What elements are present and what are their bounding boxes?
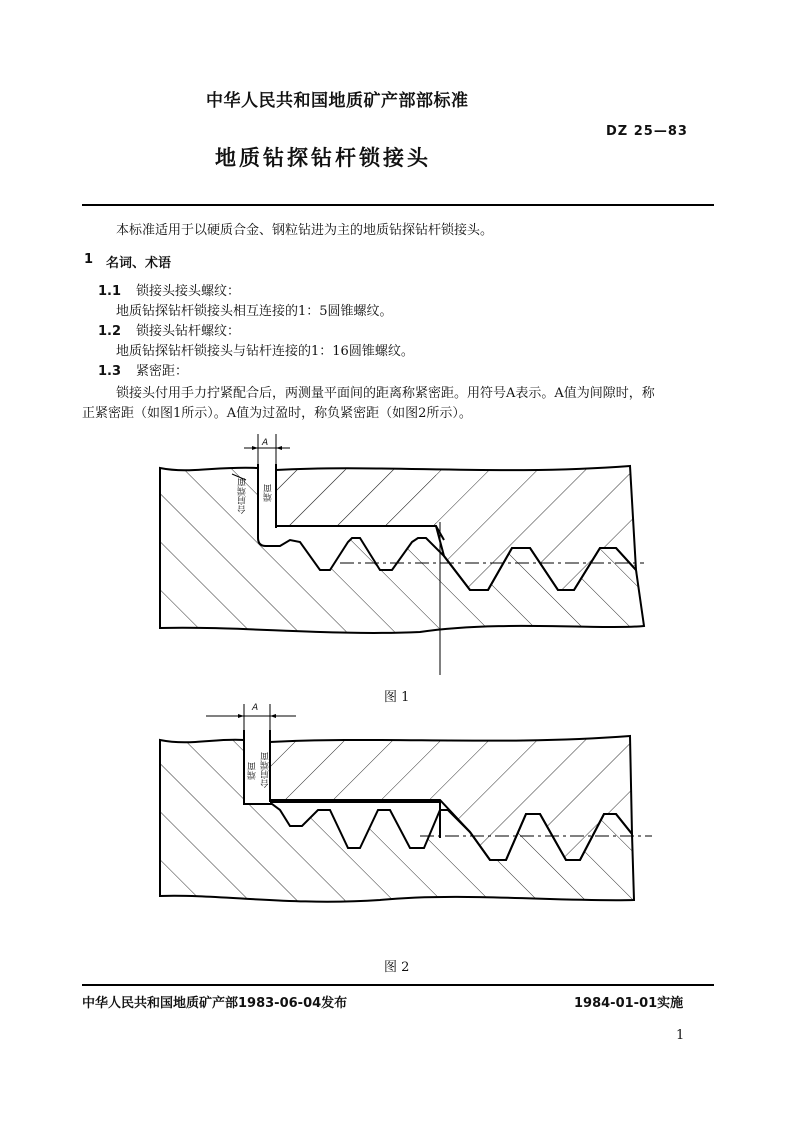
figure-1-label-end: 端面 — [264, 484, 274, 502]
section-1-2-number: 1.2 — [98, 324, 122, 339]
header-divider — [82, 204, 714, 206]
section-1-3-title: 紧密距： — [136, 364, 189, 379]
org-standard-heading: 中华人民共和国地质矿产部部标准 — [206, 91, 469, 111]
section-1-1-text: 地质钻探钻杆锁接头相互连接的1：5圆锥螺纹。 — [116, 304, 393, 319]
section-1-title: 名词、术语 — [106, 256, 172, 271]
section-1-1-number: 1.1 — [98, 284, 122, 299]
section-1-number: 1 — [84, 252, 94, 267]
document-title: 地质钻探钻杆锁接头 — [215, 146, 431, 170]
page-number: 1 — [676, 1028, 685, 1043]
section-1-3-number: 1.3 — [98, 364, 122, 379]
figure-1-caption: 图 1 — [384, 690, 410, 705]
section-1-3-line2: 正紧密距（如图1所示）。A值为过盈时，称负紧密距（如图2所示）。 — [82, 406, 472, 421]
figure-2-label-end: 端面 — [248, 762, 258, 780]
figure-2-label-shoulder: 台肩端面 — [261, 752, 271, 788]
figure-2-caption: 图 2 — [384, 960, 410, 975]
section-1-2-text: 地质钻探钻杆锁接头与钻杆连接的1：16圆锥螺纹。 — [116, 344, 414, 359]
section-1-2-title: 锁接头钻杆螺纹： — [136, 324, 241, 339]
figure-1-dim-label: A — [262, 438, 269, 448]
standard-code: DZ 25—83 — [606, 124, 688, 139]
intro-paragraph: 本标准适用于以硬质合金、钢粒钻进为主的地质钻探钻杆锁接头。 — [116, 223, 494, 238]
footer-divider — [82, 984, 714, 986]
footer-published: 中华人民共和国地质矿产部1983-06-04发布 — [82, 996, 348, 1011]
figure-2-drawing — [0, 700, 794, 920]
section-1-3-line1: 锁接头付用手力拧紧配合后，两测量平面间的距离称紧密距。用符号A表示。A值为间隙时，称 — [116, 386, 655, 401]
footer-effective: 1984-01-01实施 — [574, 996, 684, 1011]
section-1-1-title: 锁接头接头螺纹： — [136, 284, 241, 299]
figure-1-drawing — [0, 430, 794, 680]
figure-1-label-shoulder: 台肩端面 — [238, 478, 248, 514]
figure-2-dim-label: A — [252, 703, 259, 713]
